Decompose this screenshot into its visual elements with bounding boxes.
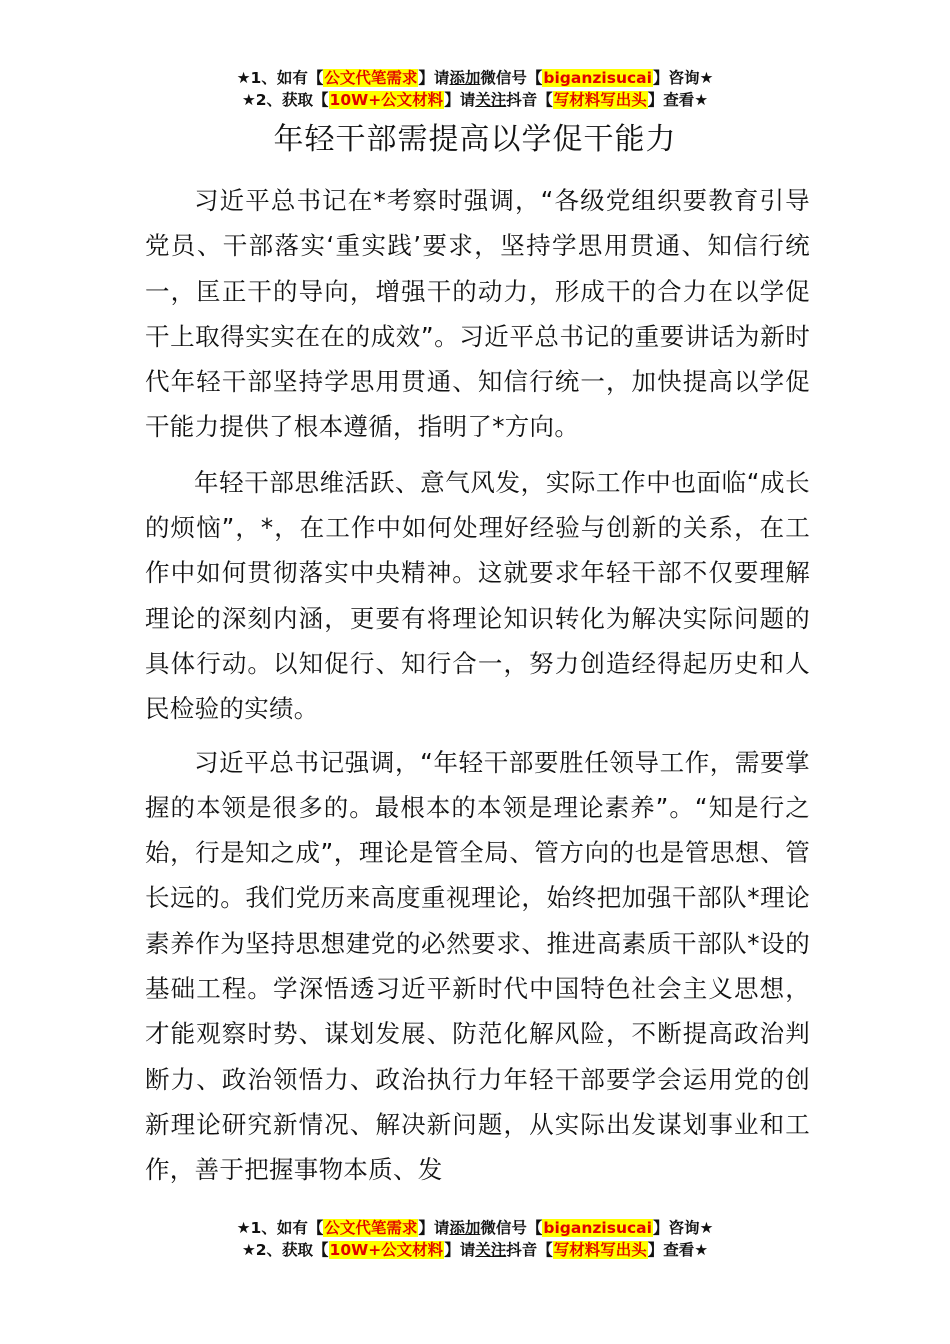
highlight-materials: 10W+公文材料 xyxy=(329,91,444,109)
highlight-douyin-account: 写材料写出头 xyxy=(553,91,647,109)
highlight-service: 公文代笔需求 xyxy=(324,69,418,87)
footer-highlight-wechat-id: biganzisucai xyxy=(543,1219,652,1237)
footer-banner-line-1: ★1、如有【公文代笔需求】请添加微信号【biganzisucai】咨询★ xyxy=(236,1219,714,1237)
paragraph-3: 习近平总书记强调，“年轻干部要胜任领导工作，需要掌握的本领是很多的。最根本的本领是理论素养”。“知是行之始，行是知之成”，理论是管全局、管方向的也是管思想、管长远的。我们党历来高度重视理论，始终把加强干部队*理论素养作为坚持思想建党的必然要求、推进高素质干部队*设的基础工程。学深悟透习近平新时代中国特色社会主义思想，才能观察时势、谋划发展、防范化解风险，不断提高政治判断力、政治领悟力、政治执行力年轻干部要学会运用党的创新理论研究新情况、解决新问题，从实际出发谋划事业和工作，善于把握事物本质、发 xyxy=(145,747,810,1185)
paragraph-1: 习近平总书记在*考察时强调，“各级党组织要教育引导党员、干部落实‘重实践’要求，坚持学思用贯通、知信行统一，匡正干的导向，增强干的动力，形成干的合力在以学促干上取得实实在在的成效”。习近平总书记的重要讲话为新时代年轻干部坚持学思用贯通、知信行统一，加快提高以学促干能力提供了根本遵循，指明了*方向。 xyxy=(145,186,810,442)
document-title: 年轻干部需提高以学促干能力 xyxy=(273,122,677,157)
highlight-wechat-id: biganzisucai xyxy=(543,69,652,87)
document-body xyxy=(145,178,810,1203)
footer-banner xyxy=(0,1217,950,1261)
paragraph-2: 年轻干部思维活跃、意气风发，实际工作中也面临“成长的烦恼”，*，在工作中如何处理好经验与创新的关系，在工作中如何贯彻落实中央精神。这就要求年轻干部不仅要理解理论的深刻内涵，更要有将理论知识转化为解决实际问题的具体行动。以知促行、知行合一，努力创造经得起历史和人民检验的实绩。 xyxy=(145,467,810,724)
footer-banner-line-2: ★2、获取【10W+公文材料】请关注抖音【写材料写出头】查看★ xyxy=(241,1241,709,1259)
footer-highlight-materials: 10W+公文材料 xyxy=(329,1241,444,1259)
banner-line-2: ★2、获取【10W+公文材料】请关注抖音【写材料写出头】查看★ xyxy=(241,91,709,109)
footer-highlight-douyin-account: 写材料写出头 xyxy=(553,1241,647,1259)
footer-highlight-service: 公文代笔需求 xyxy=(324,1219,418,1237)
banner-line-1: ★1、如有【公文代笔需求】请添加微信号【biganzisucai】咨询★ xyxy=(236,69,714,87)
header-banner xyxy=(0,67,950,111)
